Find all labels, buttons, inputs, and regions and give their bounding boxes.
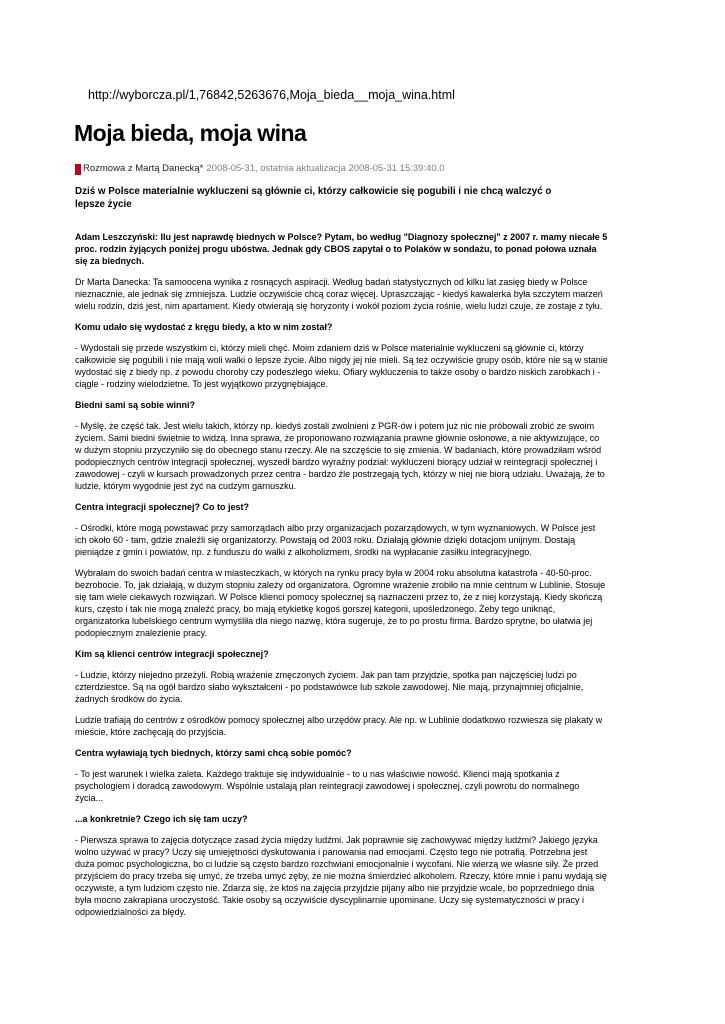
text-line: Centra integracji społecznej? Co to jest? [75, 502, 250, 512]
text-line: duża pomoc psychologiczna, bo ci ludzie są często bardzo rozchwiani emocjonalnie i wycofani. Nie wierzą we własne siły. Że przed [75, 859, 599, 869]
text-line: się za biednych. [75, 256, 145, 266]
byline-marker [75, 164, 81, 175]
text-line: pieniądze z gmin i powiatów, np. z funduszu do walki z alkoholizmem, środki na wypłacanie zasiłku integracyjnego. [75, 547, 532, 557]
text-line: Centra wyławiają tych biednych, którzy sami chcą sobie pomóc? [75, 748, 352, 758]
text-line: organizatorka lubelskiego centrum wymyśliła dla niego nazwę, która sugeruje, że to po prostu firma. Bardzo sprytne, bo ułatwia jej [75, 616, 593, 626]
text-line: nieznacznie, ale jednak się zmniejsza. Ludzie oczywiście chcą coraz więcej. Upraszczając - kiedyś kawalerka była szczytem marzeń [75, 289, 603, 299]
text-line: Dziś w Polsce materialnie wykluczeni są głównie ci, którzy całkowicie się pogubili i nie chcą walczyć o [75, 186, 552, 197]
text-line: życia... [75, 793, 104, 803]
article-title: Moja bieda, moja wina [74, 120, 307, 146]
text-line: - Myślę, że część tak. Jest wielu takich, którzy np. kiedyś zostali zwolnieni z PGR-ów i potem już nic nie próbowali zrobić ze swoim [75, 421, 595, 431]
text-line: życiem. Sami biedni świetnie to widzą. Inna sprawa, że proponowano rozwiązania prawne głównie osłonowe, a nie aktywizujące, co [75, 433, 600, 443]
text-line: czterdziestce. Są na ogół bardzo słabo wykształceni - po podstawówce lub szkole zawodowej. Nie mają, przynajmniej oficjalnie, [75, 682, 584, 692]
text-line: żadnych środków do życia. [75, 694, 183, 704]
text-line: odpowiedzialności za błędy. [75, 907, 186, 917]
interview-answer-paragraph [75, 420, 715, 492]
source-url: http://wyborcza.pl/1,76842,5263676,Moja_bieda__moja_wina.html [88, 88, 455, 102]
text-line: była mocno zakrapiana uroczystość. Takie osoby są oczywiście dyscyplinarnie upominane. Uczy się systematyczności w pracy i [75, 895, 585, 905]
text-line: podopiecznych centrów integracji społecznej, wyszedł bardzo wyraźny podział: wykluczeni biorący udział w reintegracji społecznej i [75, 457, 598, 467]
text-line: Wybrałam do swoich badań centra w miasteczkach, w których na rynku pracy była w 2004 roku absolutna katastrofa - 40-50-proc. [75, 568, 592, 578]
text-line: wolno używać w pracy? Uczy się umiejętności dyskutowania i panowania nad emocjami. Często tego nie potrafią. Potrzebna jest [75, 847, 588, 857]
interview-question [75, 399, 715, 411]
interview-answer-paragraph [75, 834, 715, 918]
text-line: kurs, często i tak nie mogą znaleźć pracy, bo mają etykietkę kogoś gorszej kategorii, upośledzonego. Żeby tego uniknąć, [75, 604, 556, 614]
interview-question [75, 321, 715, 333]
interview-question [75, 501, 715, 513]
text-line: w dużym stopniu przyczyniło się do obecnego stanu rzeczy. Ale na szczęście to się zmienia. W badaniach, które prowadziłam wśród [75, 445, 602, 455]
interview-answer-paragraph [75, 276, 715, 312]
text-line: ludzie, którym wygodnie jest żyć na cudzym garnuszku. [75, 481, 297, 491]
text-line: - Ośrodki, które mogą powstawać przy samorządach albo przy organizacjach pozarządowych, w tym wyznaniowych. W Polsce jest [75, 523, 596, 533]
text-line: podopiecznym znalezienie pracy. [75, 628, 207, 638]
text-line: wydostać się z biedy np. z powodu choroby czy podeszłego wieku. Ofiary wykluczenia to także osoby o bardzo niskich zarobkach i - [75, 367, 601, 377]
text-line: ciągle - rodziny wielodzietne. To jest wyjątkowo przygnębiające. [75, 379, 328, 389]
text-line: - To jest warunek i wielka zaleta. Każdego traktuje się indywidualnie - to u nas właściwie nowość. Klienci mają spotkania z [75, 769, 560, 779]
text-line: oczywiste, a tym ludziom często nie. Zdarza się, że ktoś na zajęcia przyjdzie pijany albo nie przyjdzie wcale, bo poprzedniego dnia [75, 883, 595, 893]
text-line: psychologiem i doradcą zawodowym. Wspólnie ustalają plan reintegracji zawodowej i społecznej, czyli powrotu do normalnego [75, 781, 580, 791]
interview-question [75, 231, 715, 267]
text-line: Dr Marta Danecka: Ta samoocena wynika z rosnących aspiracji. Według badań statystycznych od kilku lat zasięg biedy w Polsce [75, 277, 588, 287]
text-line: Komu udało się wydostać z kręgu biedy, a kto w nim został? [75, 322, 333, 332]
article-body [75, 231, 715, 927]
interview-answer-paragraph [75, 714, 715, 738]
text-line: Kim są klienci centrów integracji społecznej? [75, 649, 269, 659]
interview-answer-paragraph [75, 567, 715, 639]
article-lead [75, 185, 551, 211]
text-line: całkowicie się pogubili i nie mają woli walki o lepsze życie. Albo nigdy jej nie mieli. Są też oczywiście grupy osób, które nie są w stanie [75, 355, 608, 365]
text-line: ich około 60 - tam, gdzie znaleźli się organizatorzy. Powstają od 2003 roku. Działają głównie dzięki dotacjom unijnym. Dostają [75, 535, 576, 545]
text-line: Adam Leszczyński: Ilu jest naprawdę biednych w Polsce? Pytam, bo według "Diagnozy społecznej" z 2007 r. mamy niecałe 5 [75, 232, 608, 242]
text-line: się tam wiele ciekawych rozwiązań. W Polsce klienci pomocy społecznej są naznaczeni przez to, że z niej korzystają. Kiedy skończą [75, 592, 603, 602]
text-line: proc. rodzin żyjących poniżej progu ubóstwa. Jednak gdy CBOS zapytał o to Polaków w sondażu, to ponad połowa uznała [75, 244, 597, 254]
text-line: bezrobocie. To, jak działają, w dużym stopniu zależy od organizatora. Ogromne wrażenie zrobiło na mnie centrum w Lublinie. Stosuje [75, 580, 606, 590]
interview-answer-paragraph [75, 522, 715, 558]
text-line: wielu rodzin, dziś jest, nim apartament. Kiedy otwierają się horyzonty i wokół poziom życia rośnie, wielu ludzi czuje, że zostaje z tyłu. [75, 301, 603, 311]
text-line: przyjściem do pracy trzeba się umyć, że trzeba umyć zęby, że nie można śmierdzieć alkoholem. Rzeczy, które mnie i panu wydają się [75, 871, 607, 881]
interview-answer-paragraph [75, 669, 715, 705]
interview-answer-paragraph [75, 342, 715, 390]
interview-question [75, 747, 715, 759]
byline-dates: 2008-05-31, ostatnia aktualizacja 2008-05-31 15:39:40.0 [206, 163, 445, 174]
text-line: - Ludzie, którzy niejedno przeżyli. Robią wrażenie zmęczonych życiem. Jak pan tam przyjdzie, spotka pan najczęściej ludzi po [75, 670, 577, 680]
text-line: ...a konkretnie? Czego ich się tam uczy? [75, 814, 248, 824]
text-line: - Wydostali się przede wszystkim ci, którzy mieli chęć. Moim zdaniem dziś w Polsce materialnie wykluczeni są głównie ci, którzy [75, 343, 584, 353]
interview-answer-paragraph [75, 768, 715, 804]
interview-question [75, 648, 715, 660]
text-line: - Pierwsza sprawa to zajęcia dotyczące zasad życia między ludźmi. Jak poprawnie się zachowywać między ludźmi? Jakiego języka [75, 835, 598, 845]
text-line: Biedni sami są sobie winni? [75, 400, 196, 410]
text-line: lepsze życie [75, 199, 132, 210]
interview-question [75, 813, 715, 825]
byline-author: Rozmowa z Martą Danecką* [83, 163, 204, 174]
text-line: zawodowej - czyli w kursach prowadzonych przez centra - bardzo źle postrzegają tych, którzy w niej nie biorą udziału. Uważają, że to [75, 469, 605, 479]
text-line: Ludzie trafiają do centrów z ośrodków pomocy społecznej albo urzędów pracy. Ale np. w Lublinie dodatkowo rozwiesza się plakaty w [75, 715, 603, 725]
text-line: mieście, które zachęcają do przyjścia. [75, 727, 227, 737]
article-byline [75, 163, 445, 175]
